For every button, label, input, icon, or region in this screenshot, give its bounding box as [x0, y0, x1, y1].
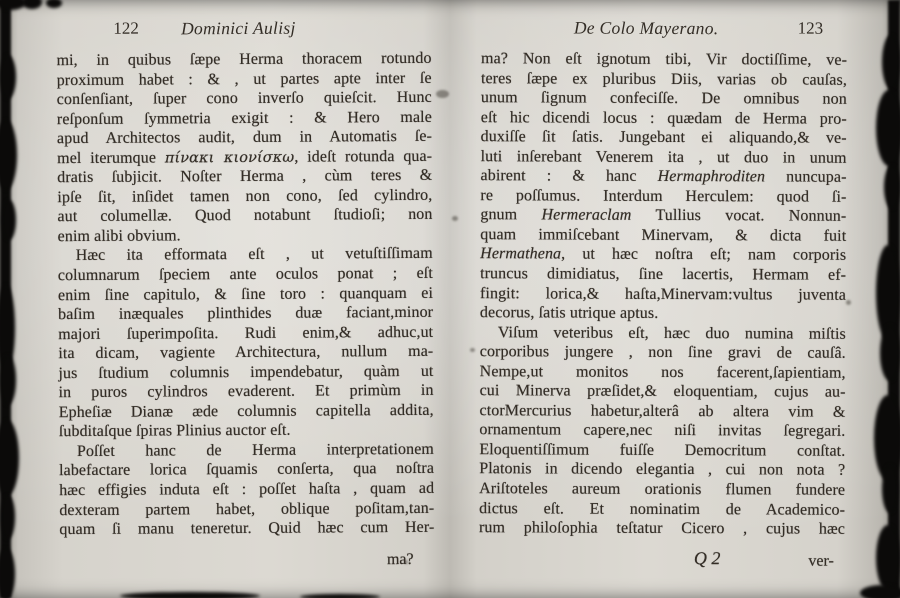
body-text: luti inſerebant Venerem ita , ut duo in unum	[480, 147, 847, 167]
text-line	[58, 264, 433, 286]
text-line	[480, 284, 846, 305]
body-text: ma? Non eſt ignotum tibi, Vir doctiſſime, ve-	[481, 50, 848, 69]
left-text-block	[56, 49, 434, 540]
text-line	[480, 381, 846, 402]
text-line	[59, 420, 434, 442]
body-text: corporibus jungere , non ſine gravi de cauſâ.	[479, 343, 846, 362]
text-line	[58, 225, 433, 247]
signature-mark: Q 2	[693, 548, 721, 569]
body-text: fingit: lorica,& haſta,Minervam:vultus juventa	[479, 284, 847, 304]
text-line	[57, 127, 432, 149]
text-line	[480, 225, 846, 246]
italic-text: Hermathena	[480, 245, 562, 263]
body-text: Eloquentiſſimum fuiſſe Democritum conſtat.	[479, 441, 846, 460]
body-text: labefactare lorica ſquamis conſerta, qua noſtra	[58, 460, 435, 480]
text-line	[479, 518, 845, 539]
body-text: gnum	[480, 206, 542, 224]
body-text: ſubditaſque ſpiras Plinius auctor eſt.	[58, 422, 291, 441]
text-line	[481, 147, 847, 168]
text-line	[57, 107, 432, 129]
right-page-number: 123	[797, 18, 824, 38]
text-line	[480, 303, 846, 324]
text-line	[57, 186, 432, 208]
body-text: unum ſignum confeciſſe. De omnibus non	[480, 89, 847, 108]
body-text: Tullius vocat. Nonnun-	[631, 207, 847, 226]
body-text: eſt hic dicendi locus : quædam de Herma pro-	[480, 108, 847, 128]
text-line	[480, 362, 846, 383]
text-line	[481, 69, 847, 90]
text-line	[58, 283, 433, 305]
text-line	[481, 49, 847, 70]
body-text: decorus, ſatis utrique aptus.	[479, 304, 659, 323]
body-text: Hæc ita efformata eſt , ut vetuſtiſſimam	[75, 245, 433, 265]
text-line	[481, 127, 847, 148]
scan-blot	[0, 120, 17, 190]
text-line	[59, 401, 434, 423]
text-line	[57, 205, 432, 227]
text-line	[481, 88, 847, 109]
body-text: dictus eſt. Et nominatim de Academico-	[479, 499, 846, 519]
italic-text: Hermeraclam	[541, 206, 632, 225]
text-line	[480, 166, 846, 187]
text-line	[480, 245, 846, 266]
right-running-head	[461, 17, 891, 43]
greek-text: πίνακι κιονίσκω	[164, 149, 295, 167]
left-running-title: Dominici Aulisj	[181, 17, 296, 39]
body-text: mi, in quibus ſæpe Herma thoracem rotundo	[56, 49, 432, 70]
body-text: proximum habet : & , ut partes apte inter ſe	[56, 69, 432, 89]
text-line	[480, 186, 846, 207]
text-line	[480, 323, 846, 344]
scan-blot	[0, 55, 16, 99]
body-text: reſponſum ſymmetria exigit : & Hero male	[56, 108, 432, 128]
left-page	[18, 0, 462, 598]
body-text: , ideſt rotunda qua-	[294, 147, 433, 166]
body-text: quam ſi manu teneretur. Quid hæc cum Her-	[59, 518, 435, 539]
scan-blot	[1, 495, 15, 539]
body-text: baſim inæquales plinthides duæ faciant,minor	[58, 303, 434, 324]
left-running-head	[18, 17, 458, 44]
body-text: jus ſtudium columnis impendebatur, quàm ut	[58, 362, 434, 382]
text-line	[58, 342, 433, 364]
body-text: teres ſæpe ex pluribus Diis, varias ob cauſas,	[480, 69, 847, 89]
text-line	[59, 518, 434, 540]
body-text: conſenſiant, ſuper cono inverſo quieſcit. Hunc	[56, 88, 432, 109]
scan-blot	[0, 548, 15, 598]
text-line	[479, 421, 845, 442]
body-text: ipſe ſit, inſidet tamen non cono, ſed cylindro,	[57, 186, 433, 206]
body-text: columnarum ſpeciem ante oculos ponat ; eſt	[57, 264, 433, 285]
body-text: in puros cylindros evaderent. Et primùm in	[58, 382, 434, 402]
body-text: dexteram partem habet, oblique poſitam,tan-	[59, 499, 435, 519]
text-line	[58, 362, 433, 384]
body-text: Epheſiæ Dianæ æde columnis capitella addita,	[58, 401, 434, 421]
body-text: mel iterumque	[57, 149, 165, 167]
text-line	[480, 206, 846, 227]
body-text: aut columellæ. Quod notabunt ſtudioſi; non	[57, 206, 433, 226]
right-catchword: ver-	[808, 552, 834, 570]
body-text: Platonis in dicendo elegantia , cui non nota ?	[479, 460, 846, 480]
text-line	[57, 147, 432, 169]
text-line	[480, 264, 846, 285]
text-line	[479, 499, 845, 520]
text-line	[56, 49, 431, 71]
text-line	[58, 244, 433, 266]
body-text: , ut hæc noſtra eſt; nam corporis	[561, 245, 847, 265]
text-line	[57, 88, 432, 110]
body-text: ita dicam, vagiente Architectura, nullum ma-	[58, 343, 434, 363]
italic-text: Hermaphroditen	[657, 168, 766, 186]
text-line	[481, 108, 847, 129]
body-text: Viſum veteribus eſt, hæc duo numina miſtis	[497, 323, 846, 343]
body-text: ctorMercurius habetur,alterâ ab altera vim &	[479, 401, 846, 421]
left-catchword: ma?	[386, 550, 414, 569]
text-line	[59, 440, 434, 462]
scan-blot	[2, 200, 16, 240]
body-text: duxiſſe ſit ſatis. Jungebant ei aliquando,& ve-	[480, 128, 847, 147]
scan-blot	[0, 420, 19, 496]
body-text: nuncupa-	[765, 168, 847, 187]
body-text: Ariſtoteles aureum orationis flumen fundere	[479, 480, 846, 499]
right-running-title: De Colo Mayerano.	[573, 17, 719, 39]
body-text: Nempe,ut monitos nos facerent,ſapientiam,	[479, 362, 846, 382]
text-line	[479, 401, 845, 422]
body-text: Poſſet hanc de Herma interpretationem	[76, 440, 434, 460]
text-line	[59, 459, 434, 481]
text-line	[57, 68, 432, 90]
body-text: enim ſine capitulo, & ſine toro : quanquam ei	[57, 284, 434, 304]
scan-blot	[0, 355, 16, 405]
text-line	[58, 303, 433, 325]
body-text: cui Minerva præſidet,& eloquentiam, cujus au-	[479, 382, 846, 402]
right-page	[459, 0, 892, 598]
text-line	[479, 460, 845, 481]
text-line	[479, 479, 845, 500]
body-text: enim alibi obvium.	[57, 227, 181, 246]
left-page-number: 122	[113, 18, 139, 38]
text-line	[480, 342, 846, 363]
body-text: rum philoſophia teſtatur Cicero , cujus hæc	[478, 519, 846, 538]
body-text: hæc effigies induta eſt : poſſet haſta , quam ad	[59, 479, 435, 500]
body-text: dratis ſubjicit. Noſter Herma , cùm teres &	[57, 167, 433, 187]
text-line	[479, 440, 845, 461]
text-line	[58, 322, 433, 344]
text-line	[59, 381, 434, 403]
text-line	[59, 498, 434, 520]
body-text: quam immiſcebant Minervam, & dicta fuit	[480, 226, 847, 245]
body-text: abirent : & hanc	[480, 167, 658, 186]
text-line	[59, 479, 434, 501]
body-text: ornamentum capere,nec niſi invitas ſegregari.	[479, 421, 846, 441]
body-text: apud Architectos audit, dum in Automatis ſe-	[56, 128, 433, 148]
body-text: re poſſumus. Interdum Herculem: quod ſi-	[480, 186, 847, 206]
body-text: majori ſuperimpoſita. Rudi enim,& adhuc,ut	[58, 323, 434, 343]
body-text: truncus dimidiatus, ſine lacertis, Hermam ef-	[480, 265, 847, 284]
text-line	[57, 166, 432, 188]
right-text-block	[479, 49, 847, 539]
